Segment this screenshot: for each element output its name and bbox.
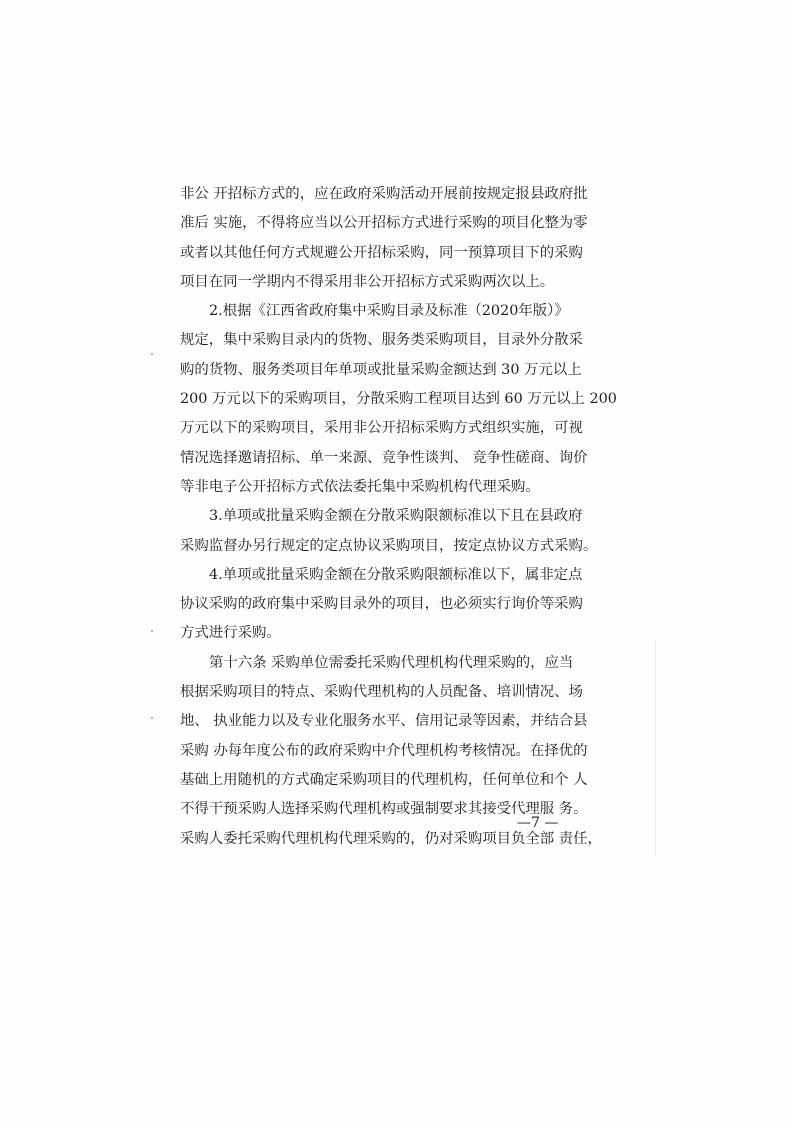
text-line: 准后 实施，不得将应当以公开招标方式进行采购的项目化整为零 [180, 215, 588, 232]
text-line: 非公 开招标方式的，应在政府采购活动开展前按规定报县政府批 [180, 186, 588, 202]
page-number: —7 — [517, 815, 559, 831]
paragraph-start-line: 2.根据《江西省政府集中采购目录及标准（2020年版）》 [209, 303, 569, 320]
text-line: 根据采购项目的特点、采购代理机构的人员配备、培训情况、场 [180, 684, 583, 701]
text-line: 采购人委托采购代理机构代理采购的，仍对采购项目负全部 责任， [180, 830, 602, 847]
scan-edge-shadow [655, 640, 656, 855]
text-line: 等非电子公开招标方式依法委托集中采购机构代理采购。 [180, 478, 540, 495]
text-line: 基础上用随机的方式确定采购项目的代理机构，任何单位和个 人 [180, 771, 588, 788]
text-line: 协议采购的政府集中采购目录外的项目，也必须实行询价等采购 [180, 596, 583, 613]
text-line: 规定，集中采购目录内的货物、服务类采购项目，目录外分散采 [180, 332, 583, 349]
text-line: 购的货物、服务类项目年单项或批量采购金额达到 30 万元以上 [180, 361, 582, 378]
text-line: 方式进行采购。 [180, 625, 281, 642]
paragraph-start-line: 4.单项或批量采购金额在分散采购限额标准以下，属非定点 [209, 566, 583, 583]
paragraph-start-line: 第十六条 采购单位需委托采购代理机构代理采购的，应当 [209, 654, 574, 671]
text-line: 万元以下的采购项目，采用非公开招标采购方式组织实施，可视 [180, 420, 583, 437]
text-line: 项目在同一学期内不得采用非公开招标方式采购两次以上。 [180, 273, 555, 290]
text-line: 情况选择邀请招标、单一来源、竞争性谈判、 竞争性磋商、询价 [180, 449, 588, 466]
text-line: 200 万元以下的采购项目，分散采购工程项目达到 60 万元以上 200 [180, 391, 617, 408]
paragraph-start-line: 3.单项或批量采购金额在分散采购限额标准以下且在县政府 [209, 508, 583, 525]
scan-speck [151, 353, 153, 355]
text-line: 不得干预采购人选择采购代理机构或强制要求其接受代理服 务。 [180, 801, 588, 818]
text-line: 采购监督办另行规定的定点协议采购项目，按定点协议方式采购。 [180, 537, 598, 554]
text-line: 或者以其他任何方式规避公开招标采购，同一预算项目下的采购 [180, 244, 583, 261]
text-line: 地、 执业能力以及专业化服务水平、信用记录等因素，并结合县 [180, 713, 588, 730]
body-text [180, 180, 617, 854]
text-line: 采购 办每年度公布的政府采购中介代理机构考核情况。在择优的 [180, 742, 588, 759]
scan-speck [151, 717, 153, 719]
scan-speck [151, 630, 153, 632]
